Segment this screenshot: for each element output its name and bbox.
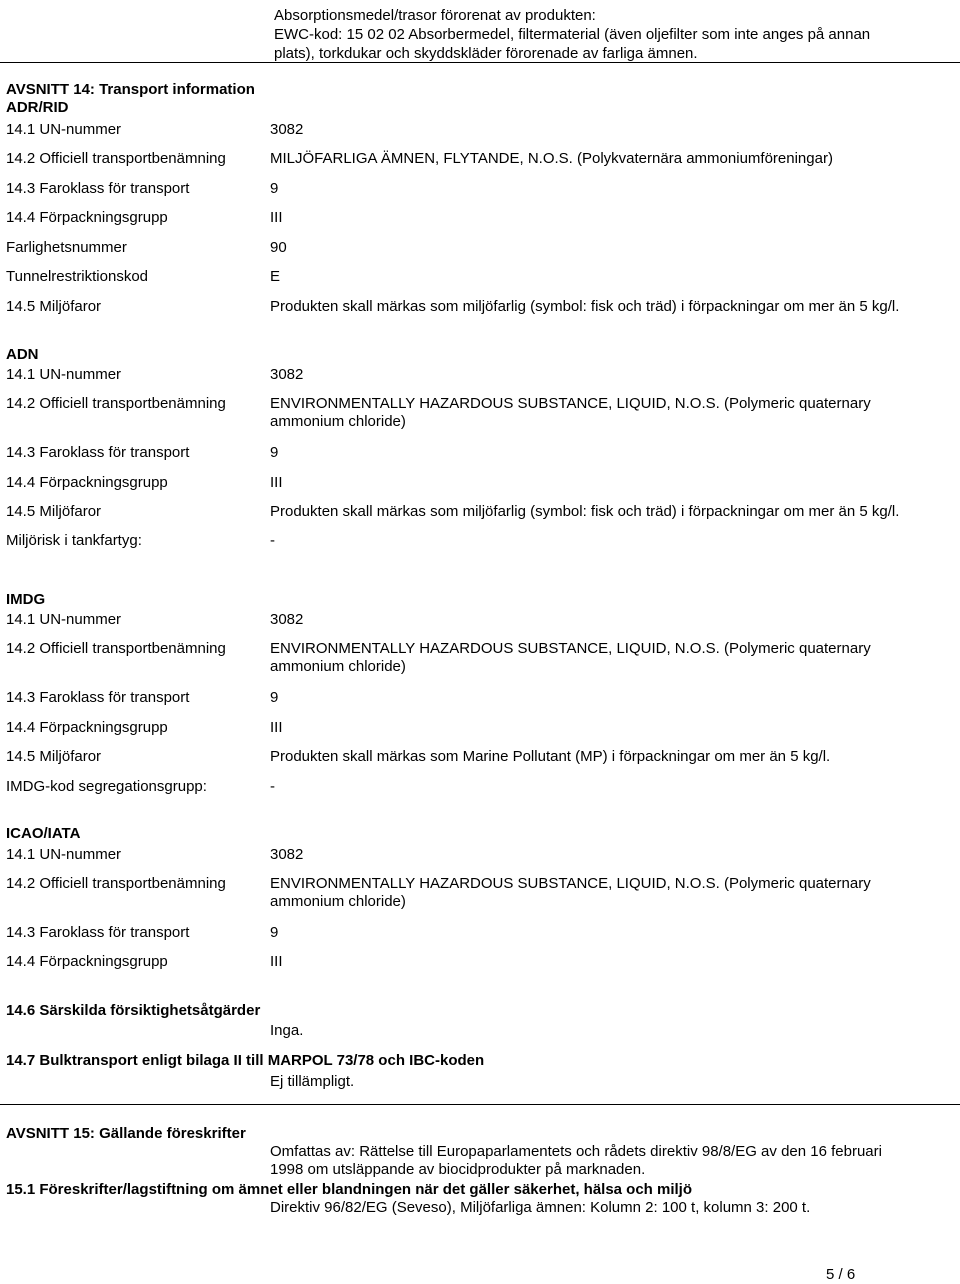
document-header bbox=[274, 6, 954, 63]
adn-class-label: 14.3 Faroklass för transport bbox=[6, 444, 190, 461]
adn-pg-value: III bbox=[270, 474, 283, 491]
adr-name-label: 14.2 Officiell transportbenämning bbox=[6, 150, 226, 167]
adn-name-label: 14.2 Officiell transportbenämning bbox=[6, 395, 226, 412]
imdg-name-value bbox=[270, 640, 930, 676]
adr-pg-value: III bbox=[270, 209, 283, 226]
icao-un-value: 3082 bbox=[270, 846, 304, 863]
adn-un-value: 3082 bbox=[270, 366, 304, 383]
imdg-env-value: Produkten skall märkas som Marine Pollutant (MP) i förpackningar om mer än 5 kg/l. bbox=[270, 748, 831, 765]
adr-heading: ADR/RID bbox=[6, 99, 69, 116]
adr-tunnel-label: Tunnelrestriktionskod bbox=[6, 268, 149, 285]
adn-un-label: 14.1 UN-nummer bbox=[6, 366, 122, 383]
adr-tunnel-value: E bbox=[270, 268, 281, 285]
icao-pg-value: III bbox=[270, 953, 283, 970]
page-number: 5 / 6 bbox=[826, 1266, 856, 1283]
adr-env-value: Produkten skall märkas som miljöfarlig (symbol: fisk och träd) i förpackningar om mer än 5 kg/l. bbox=[270, 298, 900, 315]
adr-hazno-label: Farlighetsnummer bbox=[6, 239, 127, 256]
imdg-class-value: 9 bbox=[270, 689, 279, 706]
imdg-seg-value: - bbox=[270, 778, 275, 795]
adr-hazno-value: 90 bbox=[270, 239, 287, 256]
section-14-title: AVSNITT 14: Transport information bbox=[6, 81, 255, 98]
icao-pg-label: 14.4 Förpackningsgrupp bbox=[6, 953, 168, 970]
adr-class-value: 9 bbox=[270, 180, 279, 197]
special-precautions-label: 14.6 Särskilda försiktighetsåtgärder bbox=[6, 1002, 261, 1019]
imdg-name-line-2: ammonium chloride) bbox=[270, 658, 406, 675]
imdg-name-line-1: ENVIRONMENTALLY HAZARDOUS SUBSTANCE, LIQUID, N.O.S. (Polymeric quaternary bbox=[270, 640, 871, 657]
imdg-class-label: 14.3 Faroklass för transport bbox=[6, 689, 190, 706]
section-15-title: AVSNITT 15: Gällande föreskrifter bbox=[6, 1125, 246, 1142]
icao-name-line-2: ammonium chloride) bbox=[270, 893, 406, 910]
section-15-scope bbox=[270, 1143, 950, 1179]
section-divider bbox=[0, 1104, 960, 1105]
header-line-3: plats), torkdukar och skyddskläder förorenade av farliga ämnen. bbox=[274, 45, 698, 62]
adn-pg-label: 14.4 Förpackningsgrupp bbox=[6, 474, 168, 491]
adn-name-value bbox=[270, 395, 930, 431]
header-line-2: EWC-kod: 15 02 02 Absorbermedel, filtermaterial (även oljefilter som inte anges på annan bbox=[274, 26, 871, 43]
scope-line-2: 1998 om utsläppande av biocidprodukter på marknaden. bbox=[270, 1161, 646, 1178]
icao-class-value: 9 bbox=[270, 924, 279, 941]
imdg-heading: IMDG bbox=[6, 591, 46, 608]
imdg-un-value: 3082 bbox=[270, 611, 304, 628]
icao-name-label: 14.2 Officiell transportbenämning bbox=[6, 875, 226, 892]
adr-class-label: 14.3 Faroklass för transport bbox=[6, 180, 190, 197]
bulk-transport-value: Ej tillämpligt. bbox=[270, 1073, 355, 1090]
special-precautions-value: Inga. bbox=[270, 1022, 304, 1039]
imdg-env-label: 14.5 Miljöfaror bbox=[6, 748, 102, 765]
adr-name-value: MILJÖFARLIGA ÄMNEN, FLYTANDE, N.O.S. (Polykvaternära ammoniumföreningar) bbox=[270, 150, 833, 167]
icao-name-line-1: ENVIRONMENTALLY HAZARDOUS SUBSTANCE, LIQUID, N.O.S. (Polymeric quaternary bbox=[270, 875, 871, 892]
icao-heading: ICAO/IATA bbox=[6, 825, 81, 842]
header-divider bbox=[0, 62, 960, 63]
adr-un-label: 14.1 UN-nummer bbox=[6, 121, 122, 138]
adn-class-value: 9 bbox=[270, 444, 279, 461]
regulations-value: Direktiv 96/82/EG (Seveso), Miljöfarliga ämnen: Kolumn 2: 100 t, kolumn 3: 200 t. bbox=[270, 1199, 811, 1216]
adn-tanker-value: - bbox=[270, 532, 275, 549]
adn-heading: ADN bbox=[6, 346, 39, 363]
adr-pg-label: 14.4 Förpackningsgrupp bbox=[6, 209, 168, 226]
scope-line-1: Omfattas av: Rättelse till Europaparlamentets och rådets direktiv 98/8/EG av den 16 februari bbox=[270, 1143, 882, 1160]
regulations-label: 15.1 Föreskrifter/lagstiftning om ämnet eller blandningen när det gäller säkerhet, hälsa och miljö bbox=[6, 1181, 693, 1198]
adr-un-value: 3082 bbox=[270, 121, 304, 138]
imdg-pg-label: 14.4 Förpackningsgrupp bbox=[6, 719, 168, 736]
imdg-name-label: 14.2 Officiell transportbenämning bbox=[6, 640, 226, 657]
adn-env-label: 14.5 Miljöfaror bbox=[6, 503, 102, 520]
header-line-1: Absorptionsmedel/trasor förorenat av produkten: bbox=[274, 7, 596, 24]
imdg-pg-value: III bbox=[270, 719, 283, 736]
adn-tanker-label: Miljörisk i tankfartyg: bbox=[6, 532, 142, 549]
adn-name-line-2: ammonium chloride) bbox=[270, 413, 406, 430]
imdg-un-label: 14.1 UN-nummer bbox=[6, 611, 122, 628]
icao-un-label: 14.1 UN-nummer bbox=[6, 846, 122, 863]
adr-env-label: 14.5 Miljöfaror bbox=[6, 298, 102, 315]
icao-class-label: 14.3 Faroklass för transport bbox=[6, 924, 190, 941]
bulk-transport-label: 14.7 Bulktransport enligt bilaga II till MARPOL 73/78 och IBC-koden bbox=[6, 1052, 485, 1069]
adn-name-line-1: ENVIRONMENTALLY HAZARDOUS SUBSTANCE, LIQUID, N.O.S. (Polymeric quaternary bbox=[270, 395, 871, 412]
adn-env-value: Produkten skall märkas som miljöfarlig (symbol: fisk och träd) i förpackningar om mer än 5 kg/l. bbox=[270, 503, 900, 520]
icao-name-value bbox=[270, 875, 930, 911]
imdg-seg-label: IMDG-kod segregationsgrupp: bbox=[6, 778, 207, 795]
